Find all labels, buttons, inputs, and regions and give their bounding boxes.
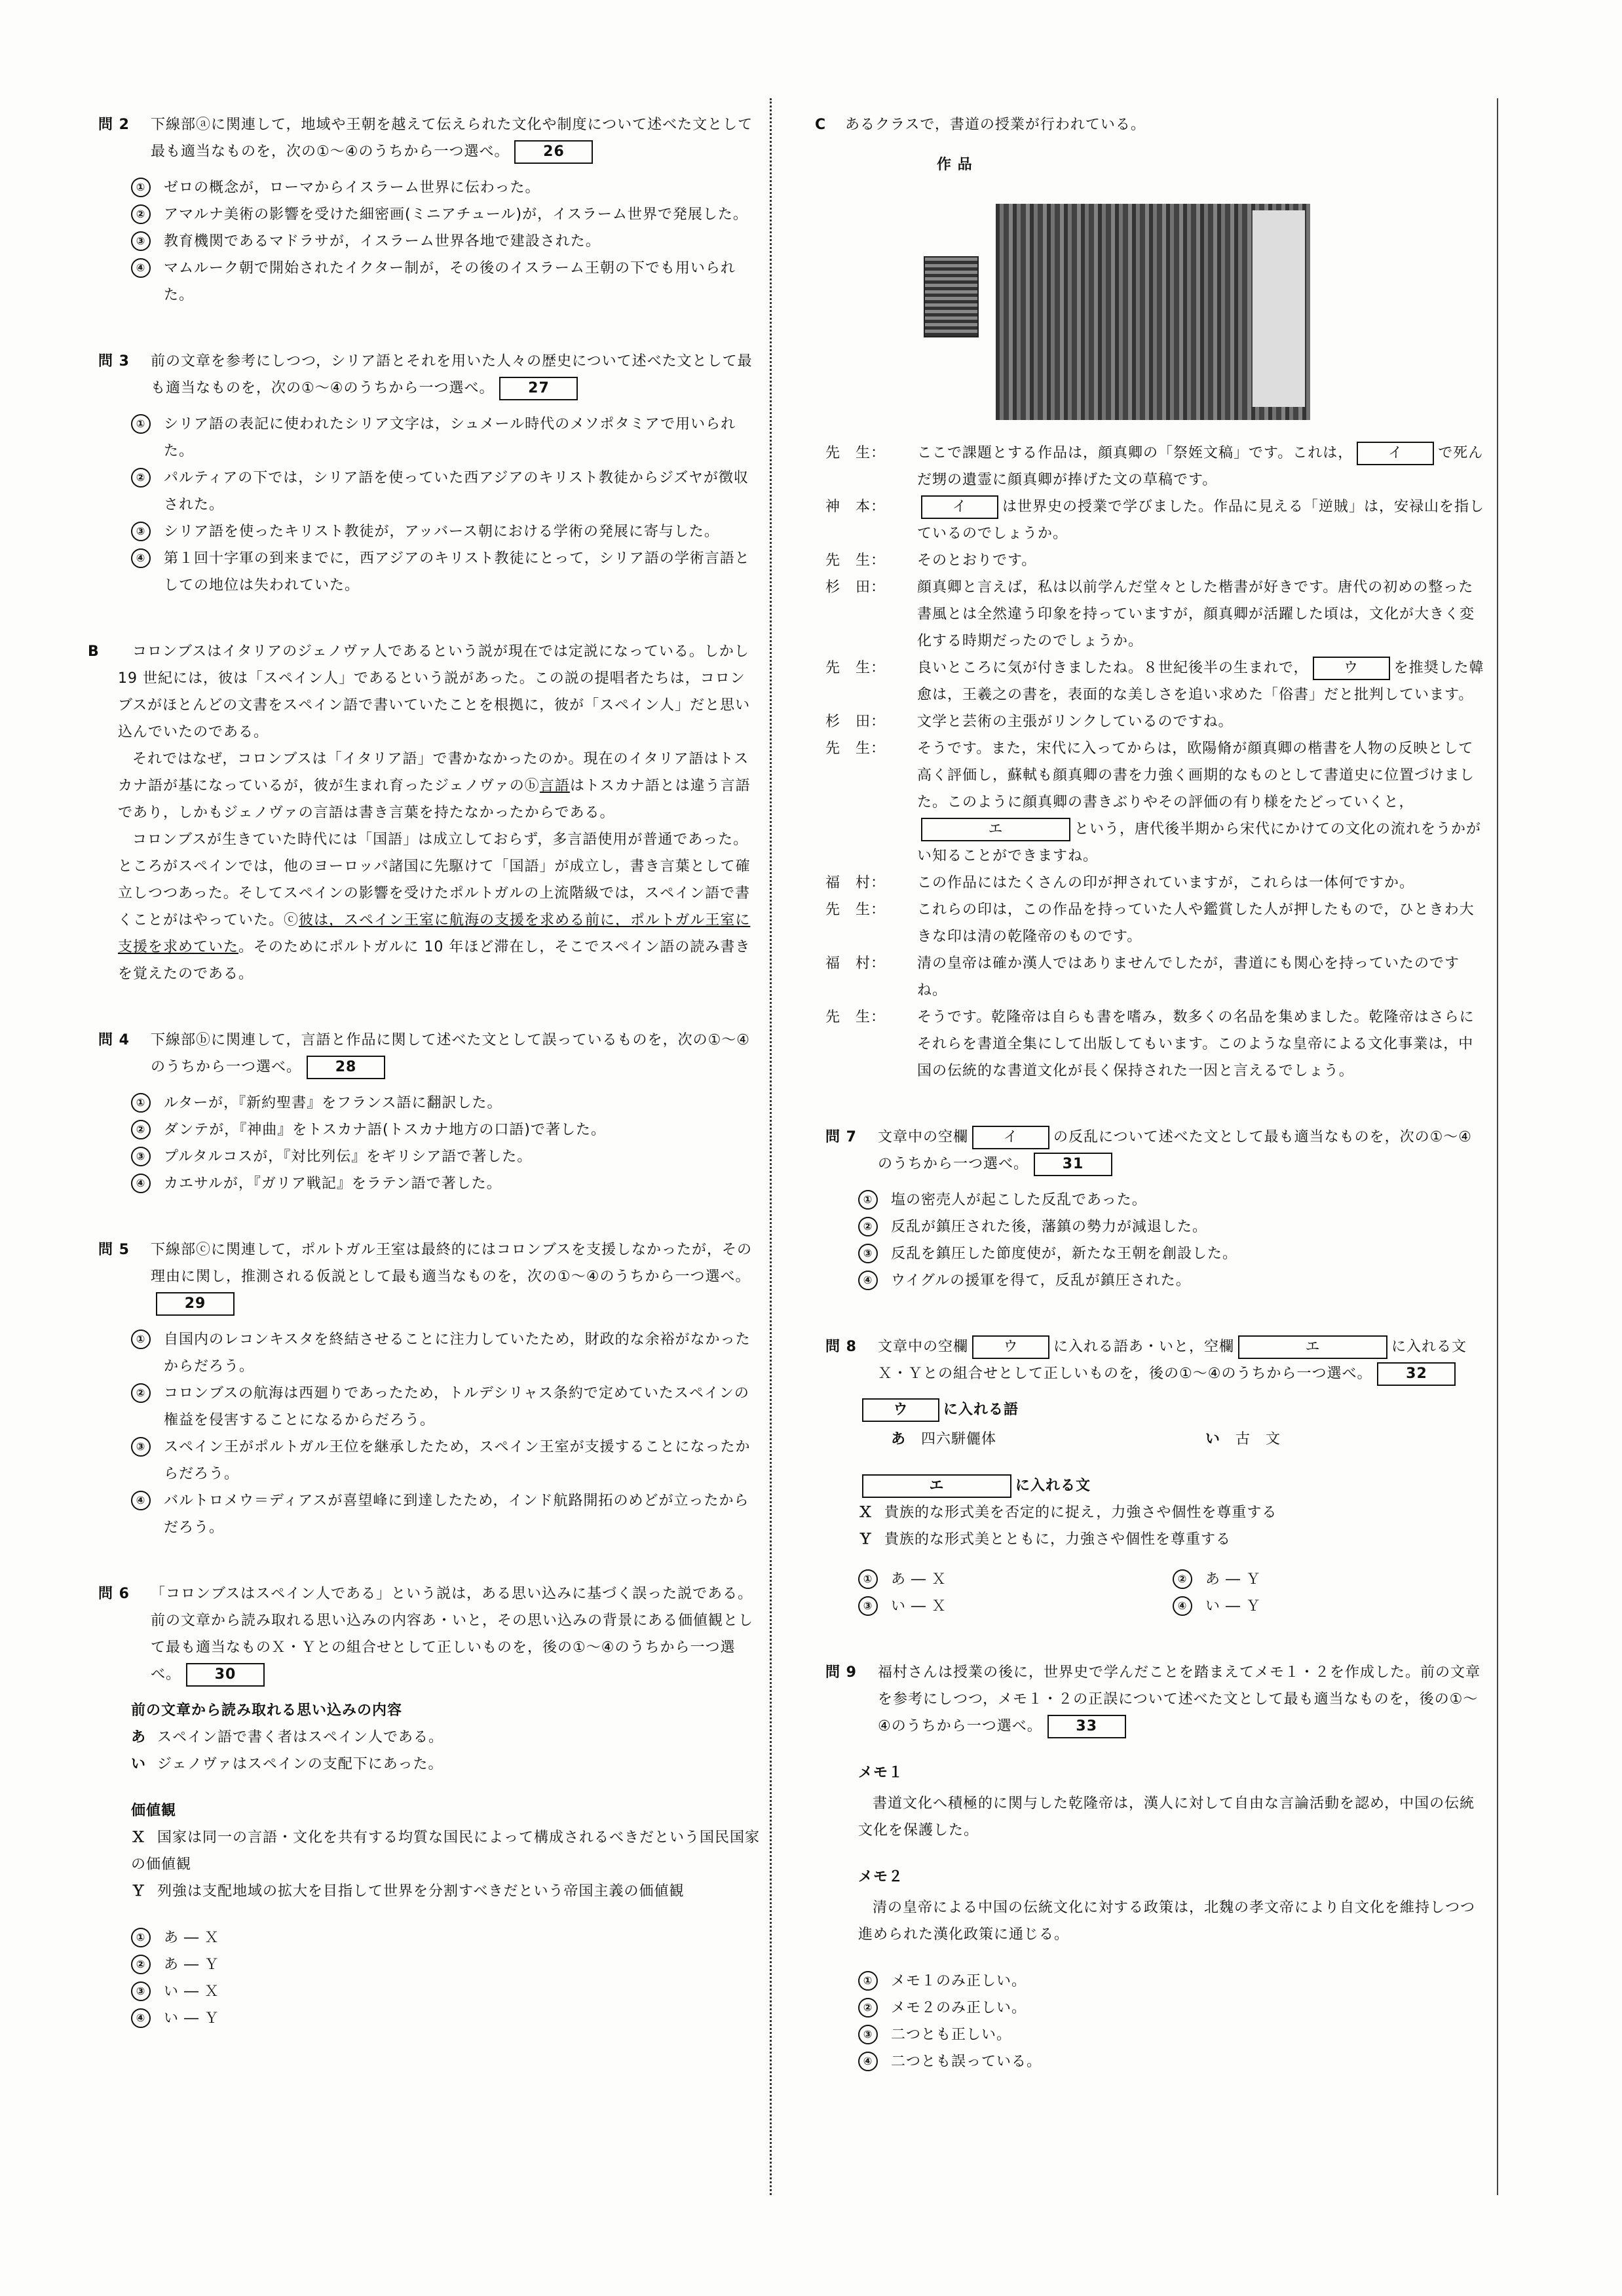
option[interactable]: [131, 1090, 760, 1117]
option-number: ①: [131, 1330, 151, 1349]
option-number: ③: [131, 1147, 151, 1166]
question-3: [98, 348, 760, 402]
question-text: 下線部ⓑに関連して，言語と作品に関して述べた文として誤っているものを，次の①～④のうちから一つ選べ。: [151, 1032, 751, 1075]
paragraph: それではなぜ，コロンブスは「イタリア語」で書かなかったのか。現在のイタリア語はトスカナ語が基になっているが，彼が生まれ育ったジェノヴァのⓑ言語はトスカナ語とは違う言語であり，しかもジェノヴァの言語は書き言葉を持たなかったからである。: [118, 751, 751, 821]
question-text: 前の文章を参考にしつつ，シリア語とそれを用いた人々の歴史について述べた文として最も適当なものを，次の①～④のうちから一つ選べ。: [151, 353, 753, 396]
subheading: 前の文章から読み取れる思い込みの内容: [131, 1702, 403, 1719]
option[interactable]: [131, 201, 760, 228]
option-text: い ― Ｙ: [1205, 1598, 1261, 1615]
dialog-line: 福 村： この作品にはたくさんの印が押されていますが，これらは一体何ですか。: [825, 875, 1415, 891]
option-text: 第１回十字軍の到来までに，西アジアのキリスト教徒にとって，シリア語の学術言語としての地位は失われていた。: [164, 550, 750, 594]
option[interactable]: [131, 1143, 760, 1170]
option[interactable]: [858, 1995, 1487, 2021]
list-item: あ スペイン語で書く者はスペイン人である。: [131, 1729, 444, 1746]
dialog-line: 先 生： そのとおりです。: [825, 552, 1037, 569]
option[interactable]: [858, 1214, 1487, 1240]
list-item: い ジェノヴァはスペインの支配下にあった。: [131, 1756, 443, 1772]
option-number: ④: [858, 2052, 878, 2071]
blank-box-i: イ: [1357, 442, 1434, 465]
option-text: 二つとも正しい。: [891, 2027, 1012, 2043]
page-edge-line: [1497, 98, 1498, 2195]
options-q4: [98, 1090, 760, 1197]
question-text: 下線部ⓐに関連して，地域や王朝を越えて伝えられた文化や制度について述べた文として最も適当なものを，次の①～④のうちから一つ選べ。: [151, 117, 753, 160]
option-number: ①: [858, 1190, 878, 1210]
options-q7: [825, 1187, 1487, 1294]
question-9: [825, 1659, 1487, 1740]
right-column: [815, 111, 1487, 2114]
option-text: バルトロメウ＝ディアスが喜望峰に到達したため，インド航路開拓のめどが立ったからだろう。: [164, 1493, 749, 1536]
option[interactable]: [131, 1117, 760, 1143]
answer-box[interactable]: 27: [499, 377, 578, 400]
option-number: ①: [131, 414, 151, 434]
option[interactable]: [131, 1326, 760, 1380]
option-text: シリア語の表記に使われたシリア文字は，シュメール時代のメソポタミアで用いられた。: [164, 416, 736, 459]
question-number: 問 3: [98, 353, 130, 370]
option-number: ④: [858, 1271, 878, 1290]
dialog-line: 先 生： ここで課題とする作品は，顔真卿の「祭姪文稿」です。これは， イ で死んだ甥の遺霊に顔真卿が捧げた文の草稿です。: [825, 440, 1487, 493]
artwork-label: 作 品: [937, 157, 973, 173]
option[interactable]: [131, 255, 760, 309]
answer-box[interactable]: 28: [307, 1056, 385, 1079]
options-q3: [98, 411, 760, 599]
option[interactable]: [131, 465, 760, 518]
option-number: ④: [131, 2008, 151, 2028]
left-column: [88, 111, 761, 2071]
subheading: 価値観: [131, 1803, 177, 1819]
option[interactable]: [131, 411, 760, 465]
option[interactable]: [131, 174, 760, 201]
options-q2: [98, 174, 760, 309]
option-text: コロンブスの航海は西廻りであったため，トルデシリャス条約で定めていたスペインの権益を侵害することになるからだろう。: [164, 1385, 749, 1428]
option-number: ①: [131, 1093, 151, 1113]
question-4: [98, 1027, 760, 1081]
word-choice: あ 四六駢儷体: [891, 1431, 997, 1447]
option[interactable]: [1173, 1593, 1435, 1620]
option[interactable]: [1173, 1566, 1435, 1593]
option[interactable]: [858, 2021, 1487, 2048]
blank-box-e: エ: [1238, 1335, 1387, 1359]
option-text: い ― Ｘ: [164, 1983, 219, 2000]
option[interactable]: [858, 1593, 1173, 1620]
option-number: ③: [858, 1244, 878, 1263]
option-number: ④: [131, 1174, 151, 1193]
option[interactable]: [131, 1951, 760, 1978]
dialog-line: 先 生： そうです。また，宋代に入ってからは，欧陽脩が顔真卿の楷書を人物の反映として高く評価し，蘇軾も顔真卿の書を力強く画期的なものとして書道史に位置づけました。このように顔真卿の書きぶりやその評価の有り様をたどっていくと，エ という，唐代後半期から宋代にかけての文化の流れをうかがい知ることができますね。: [825, 740, 1482, 864]
memo-1-title: メモ１: [858, 1765, 904, 1781]
section-intro: あるクラスで，書道の授業が行われている。: [845, 117, 1146, 133]
options-q9: [825, 1968, 1487, 2075]
paragraph: コロンブスはイタリアのジェノヴァ人であるという説が現在では定説になっている。しかし 19 世紀には，彼は「スペイン人」であるという説があった。この説の提唱者たちは，コロンブスがほとんどの文書をスペイン語で書いていたことを根拠に，彼が「スペイン人」だと思い込んでいたのである。: [118, 643, 751, 740]
answer-box[interactable]: 26: [514, 140, 593, 164]
option[interactable]: [131, 1978, 760, 2005]
option-number: ②: [1173, 1569, 1192, 1589]
option[interactable]: [858, 2048, 1487, 2075]
answer-box[interactable]: 33: [1047, 1715, 1126, 1738]
option-number: ④: [131, 548, 151, 568]
list-item: Ｙ 貴族的な形式美とともに，力強さや個性を尊重する: [858, 1531, 1232, 1548]
option-number: ②: [858, 1998, 878, 2018]
option-number: ②: [131, 204, 151, 224]
answer-box[interactable]: 32: [1377, 1362, 1456, 1386]
options-q8: [858, 1566, 1487, 1620]
option-number: ②: [131, 1383, 151, 1403]
option-text: 反乱が鎮圧された後，藩鎮の勢力が減退した。: [891, 1219, 1208, 1235]
option-text: 自国内のレコンキスタを終結させることに注力していたため，財政的な余裕がなかったからだろう。: [164, 1331, 751, 1375]
colophon-image: [1251, 210, 1305, 407]
question-text: 福村さんは授業の後に，世界史で学んだことを踏まえてメモ１・２を作成した。前の文章を参考にしつつ，メモ１・２の正誤について述べた文として最も適当なものを，後の①～④のうちから一つ選べ。: [878, 1664, 1481, 1734]
list-item: Ｙ 列強は支配地域の拡大を目指して世界を分割すべきだという帝国主義の価値観: [131, 1883, 685, 1900]
option-number: ②: [131, 468, 151, 488]
option-text: あ ― Ｘ: [164, 1930, 219, 1946]
option-text: あ ― Ｙ: [164, 1957, 219, 1973]
option-text: ゼロの概念が，ローマからイスラーム世界に伝わった。: [164, 180, 540, 196]
section-label: B: [88, 643, 100, 660]
question-2: [98, 111, 760, 165]
option-number: ③: [131, 1437, 151, 1457]
option-number: ②: [858, 1217, 878, 1236]
word-choice: い 古 文: [1205, 1431, 1281, 1447]
blank-box-i: イ: [921, 495, 998, 519]
option[interactable]: [858, 1240, 1487, 1267]
option[interactable]: [131, 1487, 760, 1541]
option[interactable]: [131, 1170, 760, 1197]
option-number: ④: [1173, 1596, 1192, 1616]
option-number: ②: [131, 1120, 151, 1139]
option-number: ④: [131, 258, 151, 278]
question-number: 問 8: [825, 1339, 857, 1355]
option[interactable]: [131, 2005, 760, 2032]
option-text: メモ１のみ正しい。: [891, 1973, 1027, 1989]
option[interactable]: [858, 1187, 1487, 1214]
option-text: スペイン王がポルトガル王位を継承したため，スペイン王室が支援することになったからだろう。: [164, 1439, 751, 1482]
section-label: C: [815, 117, 827, 133]
paragraph: コロンブスが生きていた時代には「国語」は成立しておらず，多言語使用が普通であった。ところがスペインでは，他のヨーロッパ諸国に先駆けて「国語」が成立し，書き言葉として確立しつつあった。そしてスペインの影響を受けたポルトガルの上流階級では，スペイン語で書くことがはやっていた。ⓒ彼は，スペイン王室に航海の支援を求める前に，ポルトガル王室に支援を求めていた。そのためにポルトガルに 10 年ほど滞在し，そこでスペイン語の読み書きを覚えたのである。: [118, 832, 751, 982]
blank-box-u: ウ: [1313, 657, 1390, 680]
question-number: 問 6: [98, 1586, 130, 1602]
question-number: 問 5: [98, 1242, 130, 1258]
option-number: ②: [131, 1955, 151, 1974]
question-7: 問 7 文章中の空欄 イ の反乱について述べた文として最も適当なものを，次の①～④のうちから一つ選べ。 31: [825, 1124, 1487, 1177]
option[interactable]: [131, 1434, 760, 1487]
option-number: ①: [131, 178, 151, 197]
question-number: 問 4: [98, 1032, 130, 1048]
list-item: Ｘ 貴族的な形式美を否定的に捉え，力強さや個性を尊重する: [858, 1504, 1277, 1521]
option-text: シリア語を使ったキリスト教徒が，アッバース朝における学術の発展に寄与した。: [164, 524, 719, 540]
option-number: ③: [131, 231, 151, 251]
seal-image: [924, 256, 979, 337]
option-text: プルタルコスが，『対比列伝』をギリシア語で著した。: [164, 1149, 533, 1165]
option-number: ③: [858, 1596, 878, 1616]
option-number: ④: [131, 1491, 151, 1510]
option-number: ①: [858, 1569, 878, 1589]
option[interactable]: [858, 1968, 1487, 1995]
option-number: ③: [858, 2025, 878, 2044]
option[interactable]: [858, 1267, 1487, 1294]
option[interactable]: [858, 1566, 1173, 1593]
blank-box-e: エ: [921, 818, 1070, 841]
option-text: 塩の密売人が起こした反乱であった。: [891, 1192, 1147, 1208]
section-c: [815, 111, 1487, 138]
blank-box-i: イ: [972, 1126, 1049, 1149]
question-6: [98, 1580, 760, 1688]
option-text: マムルーク朝で開始されたイクター制が，その後のイスラーム王朝の下でも用いられた。: [164, 260, 736, 303]
answer-box[interactable]: 31: [1034, 1153, 1112, 1176]
question-text: 下線部ⓒに関連して，ポルトガル王室は最終的にはコロンブスを支援しなかったが，その理由に関し，推測される仮説として最も適当なものを，次の①～④のうちから一つ選べ。: [151, 1242, 753, 1285]
options-q6: [98, 1924, 760, 2032]
option-text: ウイグルの援軍を得て，反乱が鎮圧された。: [891, 1272, 1191, 1289]
dialog: [825, 440, 1487, 1084]
subheading: ウ に入れる語: [858, 1396, 1487, 1423]
option-text: 教育機関であるマドラサが，イスラーム世界各地で建設された。: [164, 233, 601, 250]
dialog-line: 先 生： 良いところに気が付きましたね。８世紀後半の生まれで， ウ を推奨した韓愈は，王羲之の書を，表面的な美しさを追い求めた「俗書」だと批判しています。: [825, 655, 1487, 708]
option-text: あ ― Ｘ: [891, 1571, 947, 1588]
dialog-line: 福 村： 清の皇帝は確か漢人ではありませんでしたが，書道にも関心を持っていたのですね。: [825, 955, 1460, 999]
dialog-line: 神 本： イ は世界史の授業で学びました。作品に見える「逆賊」は，安禄山を指しているのでしょうか。: [825, 493, 1487, 547]
option[interactable]: [131, 1380, 760, 1434]
option[interactable]: [131, 545, 760, 599]
option-text: 反乱を鎮圧した節度使が，新たな王朝を創設した。: [891, 1246, 1238, 1262]
question-8: 問 8 文章中の空欄 ウ に入れる語あ・いと，空欄 エ に入れる文Ｘ・Ｙとの組合せとして正しいものを，後の①～④のうちから一つ選べ。 32: [825, 1333, 1487, 1387]
dialog-line: 先 生： これらの印は，この作品を持っていた人や鑑賞した人が押したもので，ひときわ大きな印は清の乾隆帝のものです。: [825, 902, 1475, 945]
column-divider: [770, 98, 772, 2195]
option[interactable]: [131, 1924, 760, 1951]
dialog-line: 杉 田： 文学と芸術の主張がリンクしているのですね。: [825, 714, 1234, 730]
question-5: [98, 1236, 760, 1317]
option-text: メモ２のみ正しい。: [891, 2000, 1027, 2016]
underline-c: 彼は，スペイン王室に航海の支援を求める前に，ポルトガル王室に支援を求めていた: [118, 912, 751, 955]
options-q5: [98, 1326, 760, 1541]
question-text: 「コロンブスはスペイン人である」という説は，ある思い込みに基づく誤った説である。前の文章から読み取れる思い込みの内容あ・いと，その思い込みの背景にある価値観として最も適当なものＸ・Ｙとの組合せとして正しいものを，後の①～④のうちから一つ選べ。: [151, 1586, 754, 1683]
word-choices: [858, 1426, 1487, 1453]
memo-2-title: メモ２: [858, 1869, 904, 1885]
option-number: ③: [131, 522, 151, 541]
option-text: アマルナ美術の影響を受けた細密画(ミニアチュール)が，イスラーム世界で発展した。: [164, 206, 748, 223]
memo-2: 清の皇帝による中国の伝統文化に対する政策は，北魏の孝文帝により自文化を維持しつつ進められた漢化政策に通じる。: [858, 1900, 1476, 1943]
option-text: ダンテが，『神曲』をトスカナ語(トスカナ地方の口語)で著した。: [164, 1122, 606, 1138]
question-number: 問 9: [825, 1664, 857, 1681]
option[interactable]: [131, 518, 760, 545]
underline-b: 言語: [539, 778, 570, 794]
option-text: 二つとも誤っている。: [891, 2054, 1042, 2070]
option-text: ルターが，『新約聖書』をフランス語に翻訳した。: [164, 1095, 502, 1111]
option-number: ①: [858, 1971, 878, 1991]
option-text: パルティアの下では，シリア語を使っていた西アジアのキリスト教徒からジズヤが徴収された。: [164, 470, 749, 513]
option[interactable]: [131, 228, 760, 255]
memo-1: 書道文化へ積極的に関与した乾隆帝は，漢人に対して自由な言論活動を認め，中国の伝統文化を保護した。: [858, 1795, 1475, 1839]
question-number: 問 7: [825, 1129, 857, 1145]
calligraphy-artwork: [924, 157, 1317, 420]
list-item: Ｘ 国家は同一の言語・文化を共有する均質な国民によって構成されるべきだという国民国家の価値観: [131, 1829, 761, 1873]
answer-box[interactable]: 30: [186, 1663, 265, 1687]
option-text: い ― Ｘ: [891, 1598, 947, 1615]
question-number: 問 2: [98, 117, 130, 133]
blank-box-u: ウ: [972, 1335, 1049, 1359]
option-text: い ― Ｙ: [164, 2010, 219, 2027]
option-text: あ ― Ｙ: [1205, 1571, 1261, 1588]
option-number: ①: [131, 1928, 151, 1947]
option-number: ③: [131, 1981, 151, 2001]
answer-box[interactable]: 29: [156, 1292, 235, 1316]
dialog-line: 杉 田： 顔真卿と言えば，私は以前学んだ堂々とした楷書が好きです。唐代の初めの整った書風とは全然違う印象を持っていますが，顔真卿が活躍した頃は，文化が大きく変化する時期だったのでしょうか。: [825, 579, 1475, 649]
subheading: エ に入れる文: [858, 1472, 1487, 1499]
option-text: カエサルが，『ガリア戦記』をラテン語で著した。: [164, 1176, 502, 1192]
section-b: [88, 638, 760, 987]
dialog-line: 先 生： そうです。乾隆帝は自らも書を嗜み，数多くの名品を集めました。乾隆帝はさらにそれらを書道全集にして出版してもいます。このような皇帝による文化事業は，中国の伝統的な書道文化が長く保持された一因と言えるでしょう。: [825, 1009, 1475, 1079]
